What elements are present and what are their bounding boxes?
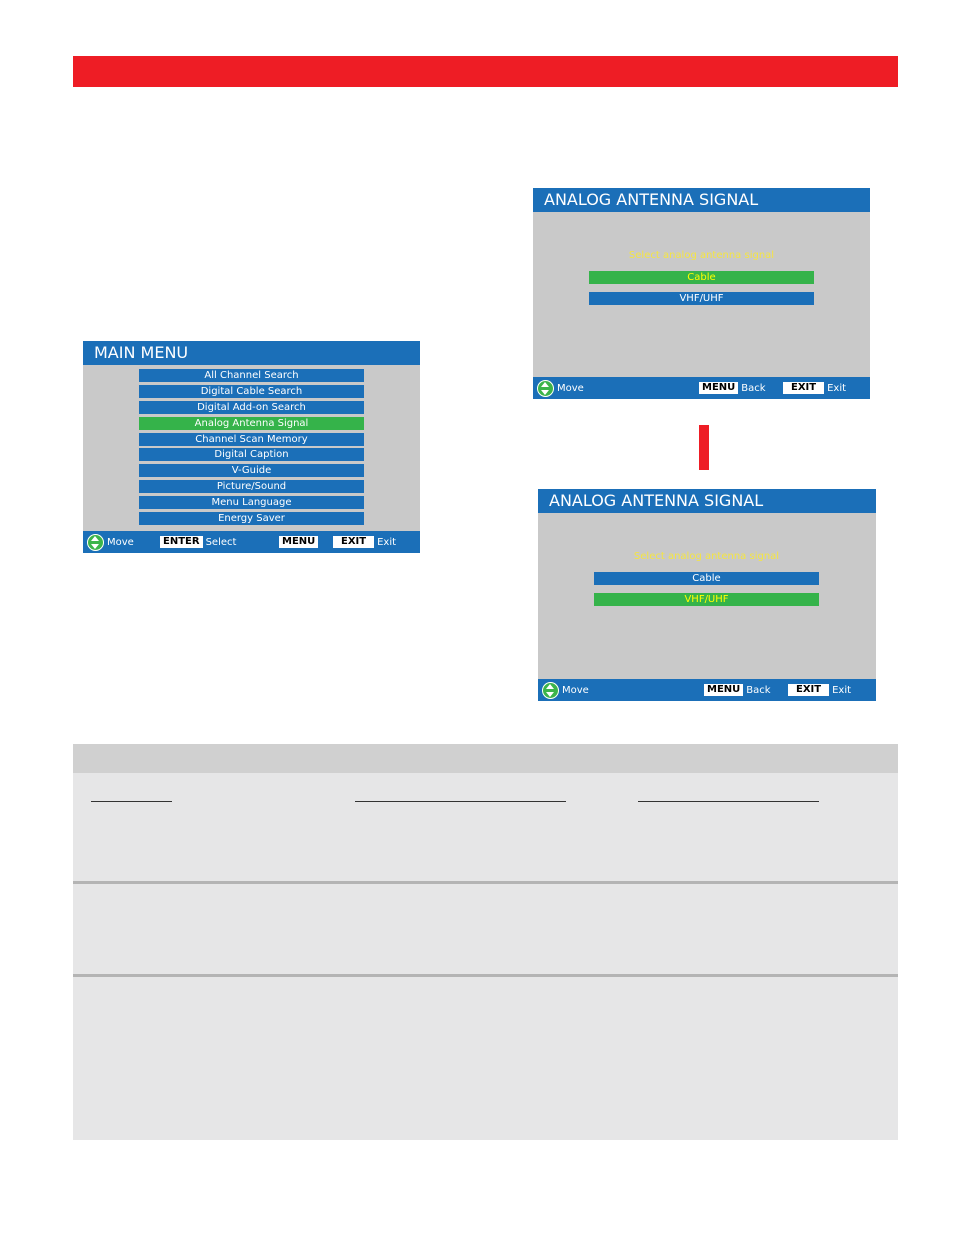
analog-signal-panel-cable bbox=[533, 188, 870, 399]
option-vhf-uhf[interactable]: VHF/UHF bbox=[594, 593, 819, 606]
exit-hint bbox=[788, 679, 851, 701]
menu-item-channel-scan-memory[interactable]: Channel Scan Memory bbox=[139, 433, 364, 446]
column-rule-3 bbox=[638, 801, 819, 802]
up-down-arrows-icon bbox=[537, 380, 554, 397]
exit-label: Exit bbox=[827, 382, 847, 394]
exit-label: Exit bbox=[832, 684, 852, 696]
up-down-arrows-icon bbox=[87, 534, 104, 551]
enter-hint bbox=[160, 531, 236, 553]
move-label: Move bbox=[562, 684, 589, 696]
menu-item-all-channel-search[interactable]: All Channel Search bbox=[139, 369, 364, 382]
enter-key[interactable]: ENTER bbox=[160, 536, 203, 548]
menu-hint bbox=[279, 531, 318, 553]
main-menu-title: MAIN MENU bbox=[83, 341, 420, 365]
page-header-banner bbox=[73, 56, 898, 87]
menu-key[interactable]: MENU bbox=[704, 684, 743, 696]
exit-label: Exit bbox=[377, 536, 397, 548]
column-rule-2 bbox=[355, 801, 566, 802]
transition-arrow bbox=[699, 425, 709, 470]
analog-signal-prompt: Select analog antenna signal bbox=[633, 551, 780, 562]
column-rule-1 bbox=[91, 801, 172, 802]
back-label: Back bbox=[746, 684, 771, 696]
table-row-3 bbox=[73, 977, 898, 1140]
move-label: Move bbox=[107, 536, 134, 548]
select-label: Select bbox=[205, 536, 237, 548]
table-row-1 bbox=[73, 773, 898, 881]
back-hint bbox=[704, 679, 771, 701]
menu-item-analog-antenna-signal[interactable]: Analog Antenna Signal bbox=[139, 417, 364, 430]
analog-signal-panel-vhf-uhf bbox=[538, 489, 876, 701]
exit-key[interactable]: EXIT bbox=[333, 536, 374, 548]
exit-key[interactable]: EXIT bbox=[783, 382, 824, 394]
main-menu-footer bbox=[83, 531, 420, 553]
move-hint bbox=[542, 679, 589, 701]
menu-item-digital-add-on-search[interactable]: Digital Add-on Search bbox=[139, 401, 364, 414]
main-menu-panel bbox=[83, 341, 420, 553]
analog-signal-title: ANALOG ANTENNA SIGNAL bbox=[533, 188, 870, 212]
move-label: Move bbox=[557, 382, 584, 394]
exit-hint bbox=[783, 377, 846, 399]
menu-key[interactable]: MENU bbox=[279, 536, 318, 548]
up-down-arrows-icon bbox=[542, 682, 559, 699]
menu-item-v-guide[interactable]: V-Guide bbox=[139, 464, 364, 477]
analog-signal-title: ANALOG ANTENNA SIGNAL bbox=[538, 489, 876, 513]
option-cable[interactable]: Cable bbox=[594, 572, 819, 585]
menu-key[interactable]: MENU bbox=[699, 382, 738, 394]
menu-item-digital-cable-search[interactable]: Digital Cable Search bbox=[139, 385, 364, 398]
option-vhf-uhf[interactable]: VHF/UHF bbox=[589, 292, 814, 305]
menu-item-picture-sound[interactable]: Picture/Sound bbox=[139, 480, 364, 493]
exit-hint bbox=[333, 531, 396, 553]
option-cable[interactable]: Cable bbox=[589, 271, 814, 284]
exit-key[interactable]: EXIT bbox=[788, 684, 829, 696]
analog-signal-footer bbox=[538, 679, 876, 701]
table-row-2 bbox=[73, 884, 898, 974]
menu-item-energy-saver[interactable]: Energy Saver bbox=[139, 512, 364, 525]
back-label: Back bbox=[741, 382, 766, 394]
move-hint bbox=[87, 531, 134, 553]
table-header-band bbox=[73, 744, 898, 773]
analog-signal-footer bbox=[533, 377, 870, 399]
move-hint bbox=[537, 377, 584, 399]
menu-item-menu-language[interactable]: Menu Language bbox=[139, 496, 364, 509]
menu-item-digital-caption[interactable]: Digital Caption bbox=[139, 448, 364, 461]
back-hint bbox=[699, 377, 766, 399]
analog-signal-prompt: Select analog antenna signal bbox=[628, 250, 775, 261]
